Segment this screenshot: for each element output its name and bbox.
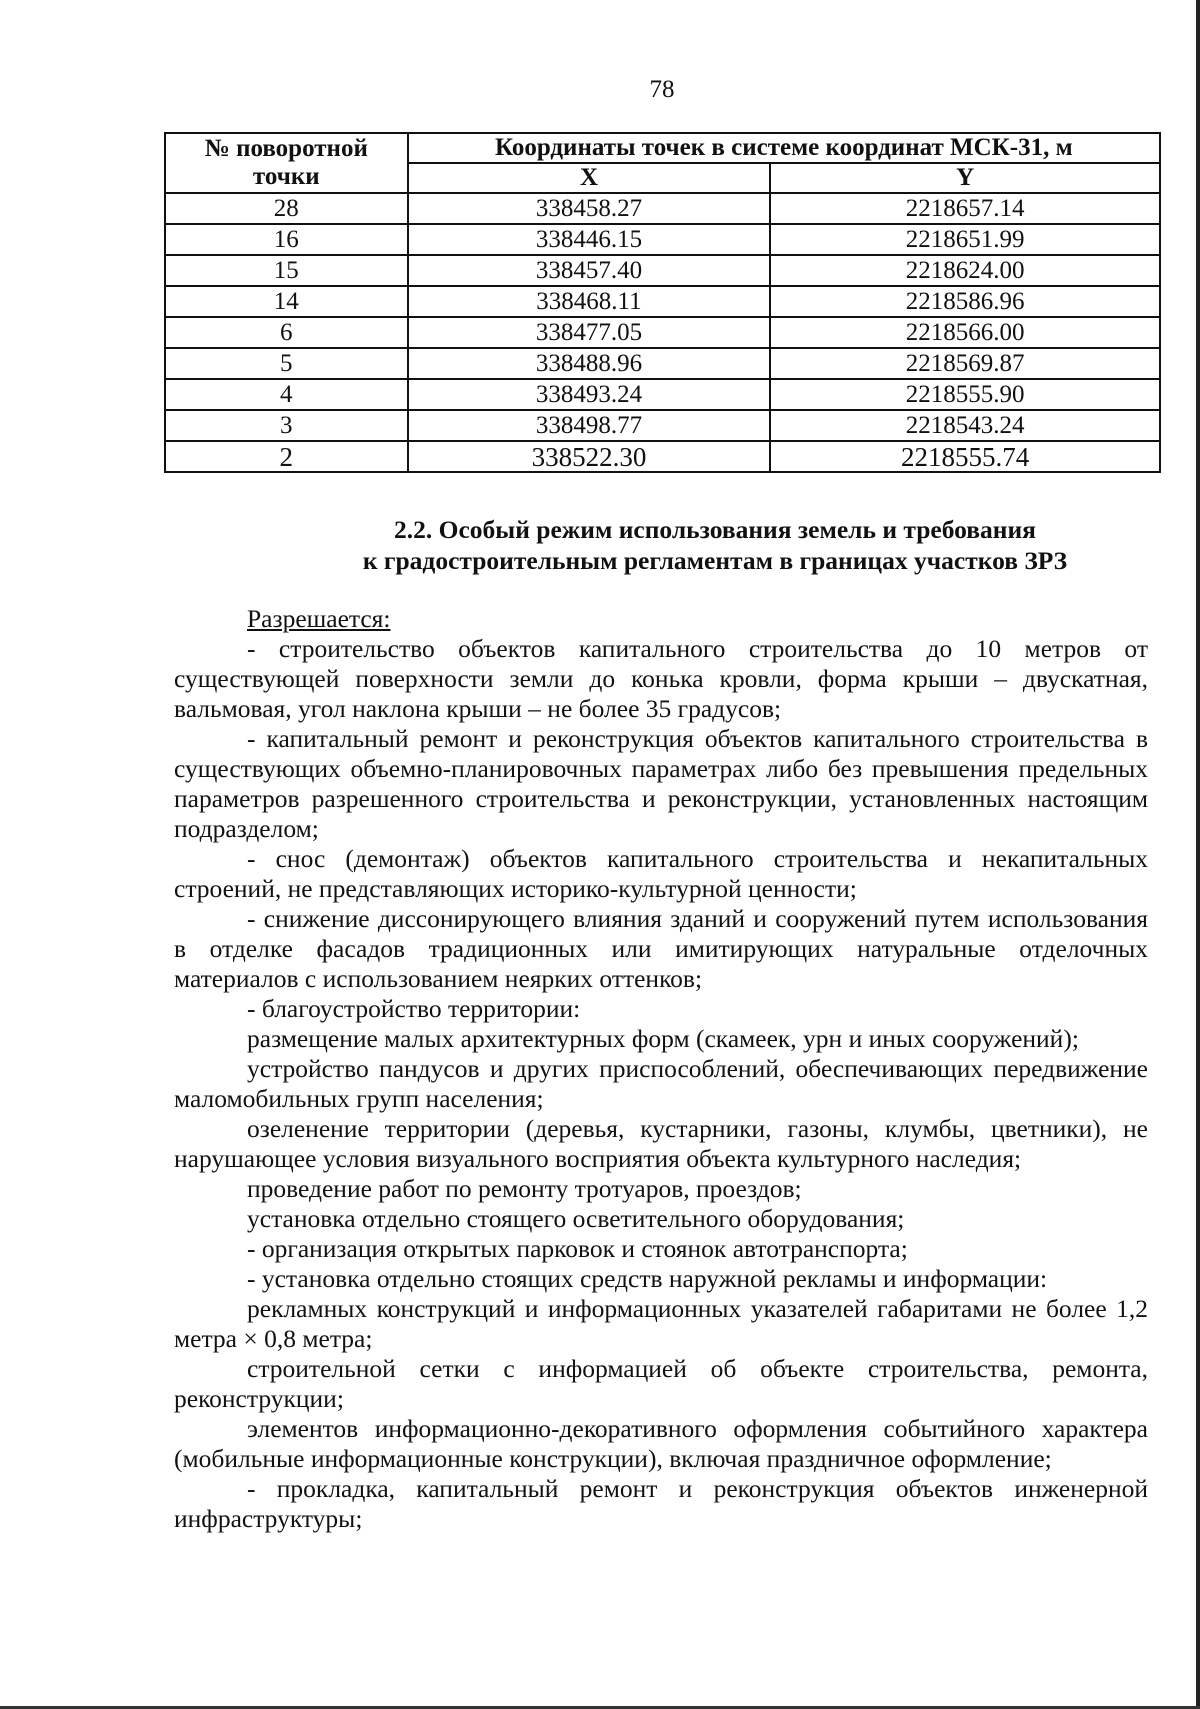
paragraph: - благоустройство территории: (247, 994, 581, 1023)
paragraph: - установка отдельно стоящих средств наружной рекламы и информации: (247, 1264, 1048, 1293)
header-coordinates: Координаты точек в системе координат МСК-31, м (408, 133, 1160, 163)
section-title (230, 514, 1200, 576)
cell-x: 338446.15 (408, 224, 771, 255)
table-row (165, 410, 1160, 441)
paragraph: рекламных конструкций и информационных указателей габаритами не более 1,2 метра × 0,8 метра; (174, 1294, 1148, 1353)
cell-num: 2 (165, 441, 408, 472)
header-point-number-line1: № поворотной (204, 135, 368, 162)
cell-x: 338488.96 (408, 348, 771, 379)
paragraph: - строительство объектов капитального строительства до 10 метров от существующей поверхности земли до конька кровли, форма крыши – двускатная, вальмовая, угол наклона крыши – не более 35 градусов; (174, 634, 1148, 723)
paragraph: элементов информационно-декоративного оформления событийного характера (мобильные информационные конструкции), включая праздничное оформление; (174, 1414, 1148, 1473)
cell-num: 14 (165, 286, 408, 317)
paragraph: - капитальный ремонт и реконструкция объектов капитального строительства в существующих объемно-планировочных параметрах либо без превышения предельных параметров разрешенного строительства и реконструкции, установленных настоящим подразделом; (174, 724, 1148, 843)
section-title-line1: 2.2. Особый режим использования земель и требования (394, 515, 1036, 544)
scan-edge (1196, 0, 1200, 1709)
page-number: 78 (649, 76, 675, 103)
cell-y: 2218566.00 (770, 317, 1160, 348)
table-row (165, 441, 1160, 472)
cell-x: 338522.30 (408, 441, 771, 472)
table-row (165, 379, 1160, 410)
cell-x: 338458.27 (408, 193, 771, 224)
allowed-heading: Разрешается: (247, 604, 391, 633)
paragraph: - организация открытых парковок и стоянок автотранспорта; (247, 1234, 908, 1263)
cell-x: 338493.24 (408, 379, 771, 410)
header-x: X (408, 163, 771, 193)
section-title-line2: к градостроительным регламентам в границах участков ЗРЗ (362, 546, 1068, 575)
cell-num: 6 (165, 317, 408, 348)
cell-x: 338468.11 (408, 286, 771, 317)
paragraph: - прокладка, капитальный ремонт и реконструкция объектов инженерной инфраструктуры; (174, 1474, 1148, 1533)
cell-y: 2218651.99 (770, 224, 1160, 255)
paragraph: установка отдельно стоящего осветительного оборудования; (247, 1204, 905, 1233)
cell-y: 2218624.00 (770, 255, 1160, 286)
coordinates-table (164, 132, 1161, 473)
cell-y: 2218586.96 (770, 286, 1160, 317)
cell-x: 338477.05 (408, 317, 771, 348)
table-row (165, 286, 1160, 317)
paragraph: строительной сетки с информацией об объекте строительства, ремонта, реконструкции; (174, 1354, 1148, 1413)
table-row (165, 317, 1160, 348)
table-row (165, 224, 1160, 255)
table-row (165, 255, 1160, 286)
cell-y: 2218569.87 (770, 348, 1160, 379)
paragraph: размещение малых архитектурных форм (скамеек, урн и иных сооружений); (247, 1024, 1079, 1053)
header-point-number-line2: точки (252, 163, 320, 190)
table-row (165, 193, 1160, 224)
paragraph: озеленение территории (деревья, кустарники, газоны, клумбы, цветники), не нарушающее условия визуального восприятия объекта культурного наследия; (174, 1114, 1148, 1173)
paragraph: проведение работ по ремонту тротуаров, проездов; (247, 1174, 802, 1203)
cell-y: 2218657.14 (770, 193, 1160, 224)
cell-num: 4 (165, 379, 408, 410)
cell-x: 338457.40 (408, 255, 771, 286)
paragraph: - снос (демонтаж) объектов капитального строительства и некапитальных строений, не представляющих историко-культурной ценности; (174, 844, 1148, 903)
paragraph: устройство пандусов и других приспособлений, обеспечивающих передвижение маломобильных групп населения; (174, 1054, 1148, 1113)
cell-num: 16 (165, 224, 408, 255)
cell-y: 2218555.74 (770, 441, 1160, 472)
header-point-number (165, 133, 408, 193)
cell-y: 2218543.24 (770, 410, 1160, 441)
cell-x: 338498.77 (408, 410, 771, 441)
table-row (165, 348, 1160, 379)
body-text (174, 604, 1148, 1534)
cell-num: 28 (165, 193, 408, 224)
cell-y: 2218555.90 (770, 379, 1160, 410)
header-y: Y (770, 163, 1160, 193)
paragraph: - снижение диссонирующего влияния зданий и сооружений путем использования в отделке фасадов традиционных или имитирующих натуральные отделочных материалов с использованием неярких оттенков; (174, 904, 1148, 993)
cell-num: 5 (165, 348, 408, 379)
cell-num: 3 (165, 410, 408, 441)
cell-num: 15 (165, 255, 408, 286)
